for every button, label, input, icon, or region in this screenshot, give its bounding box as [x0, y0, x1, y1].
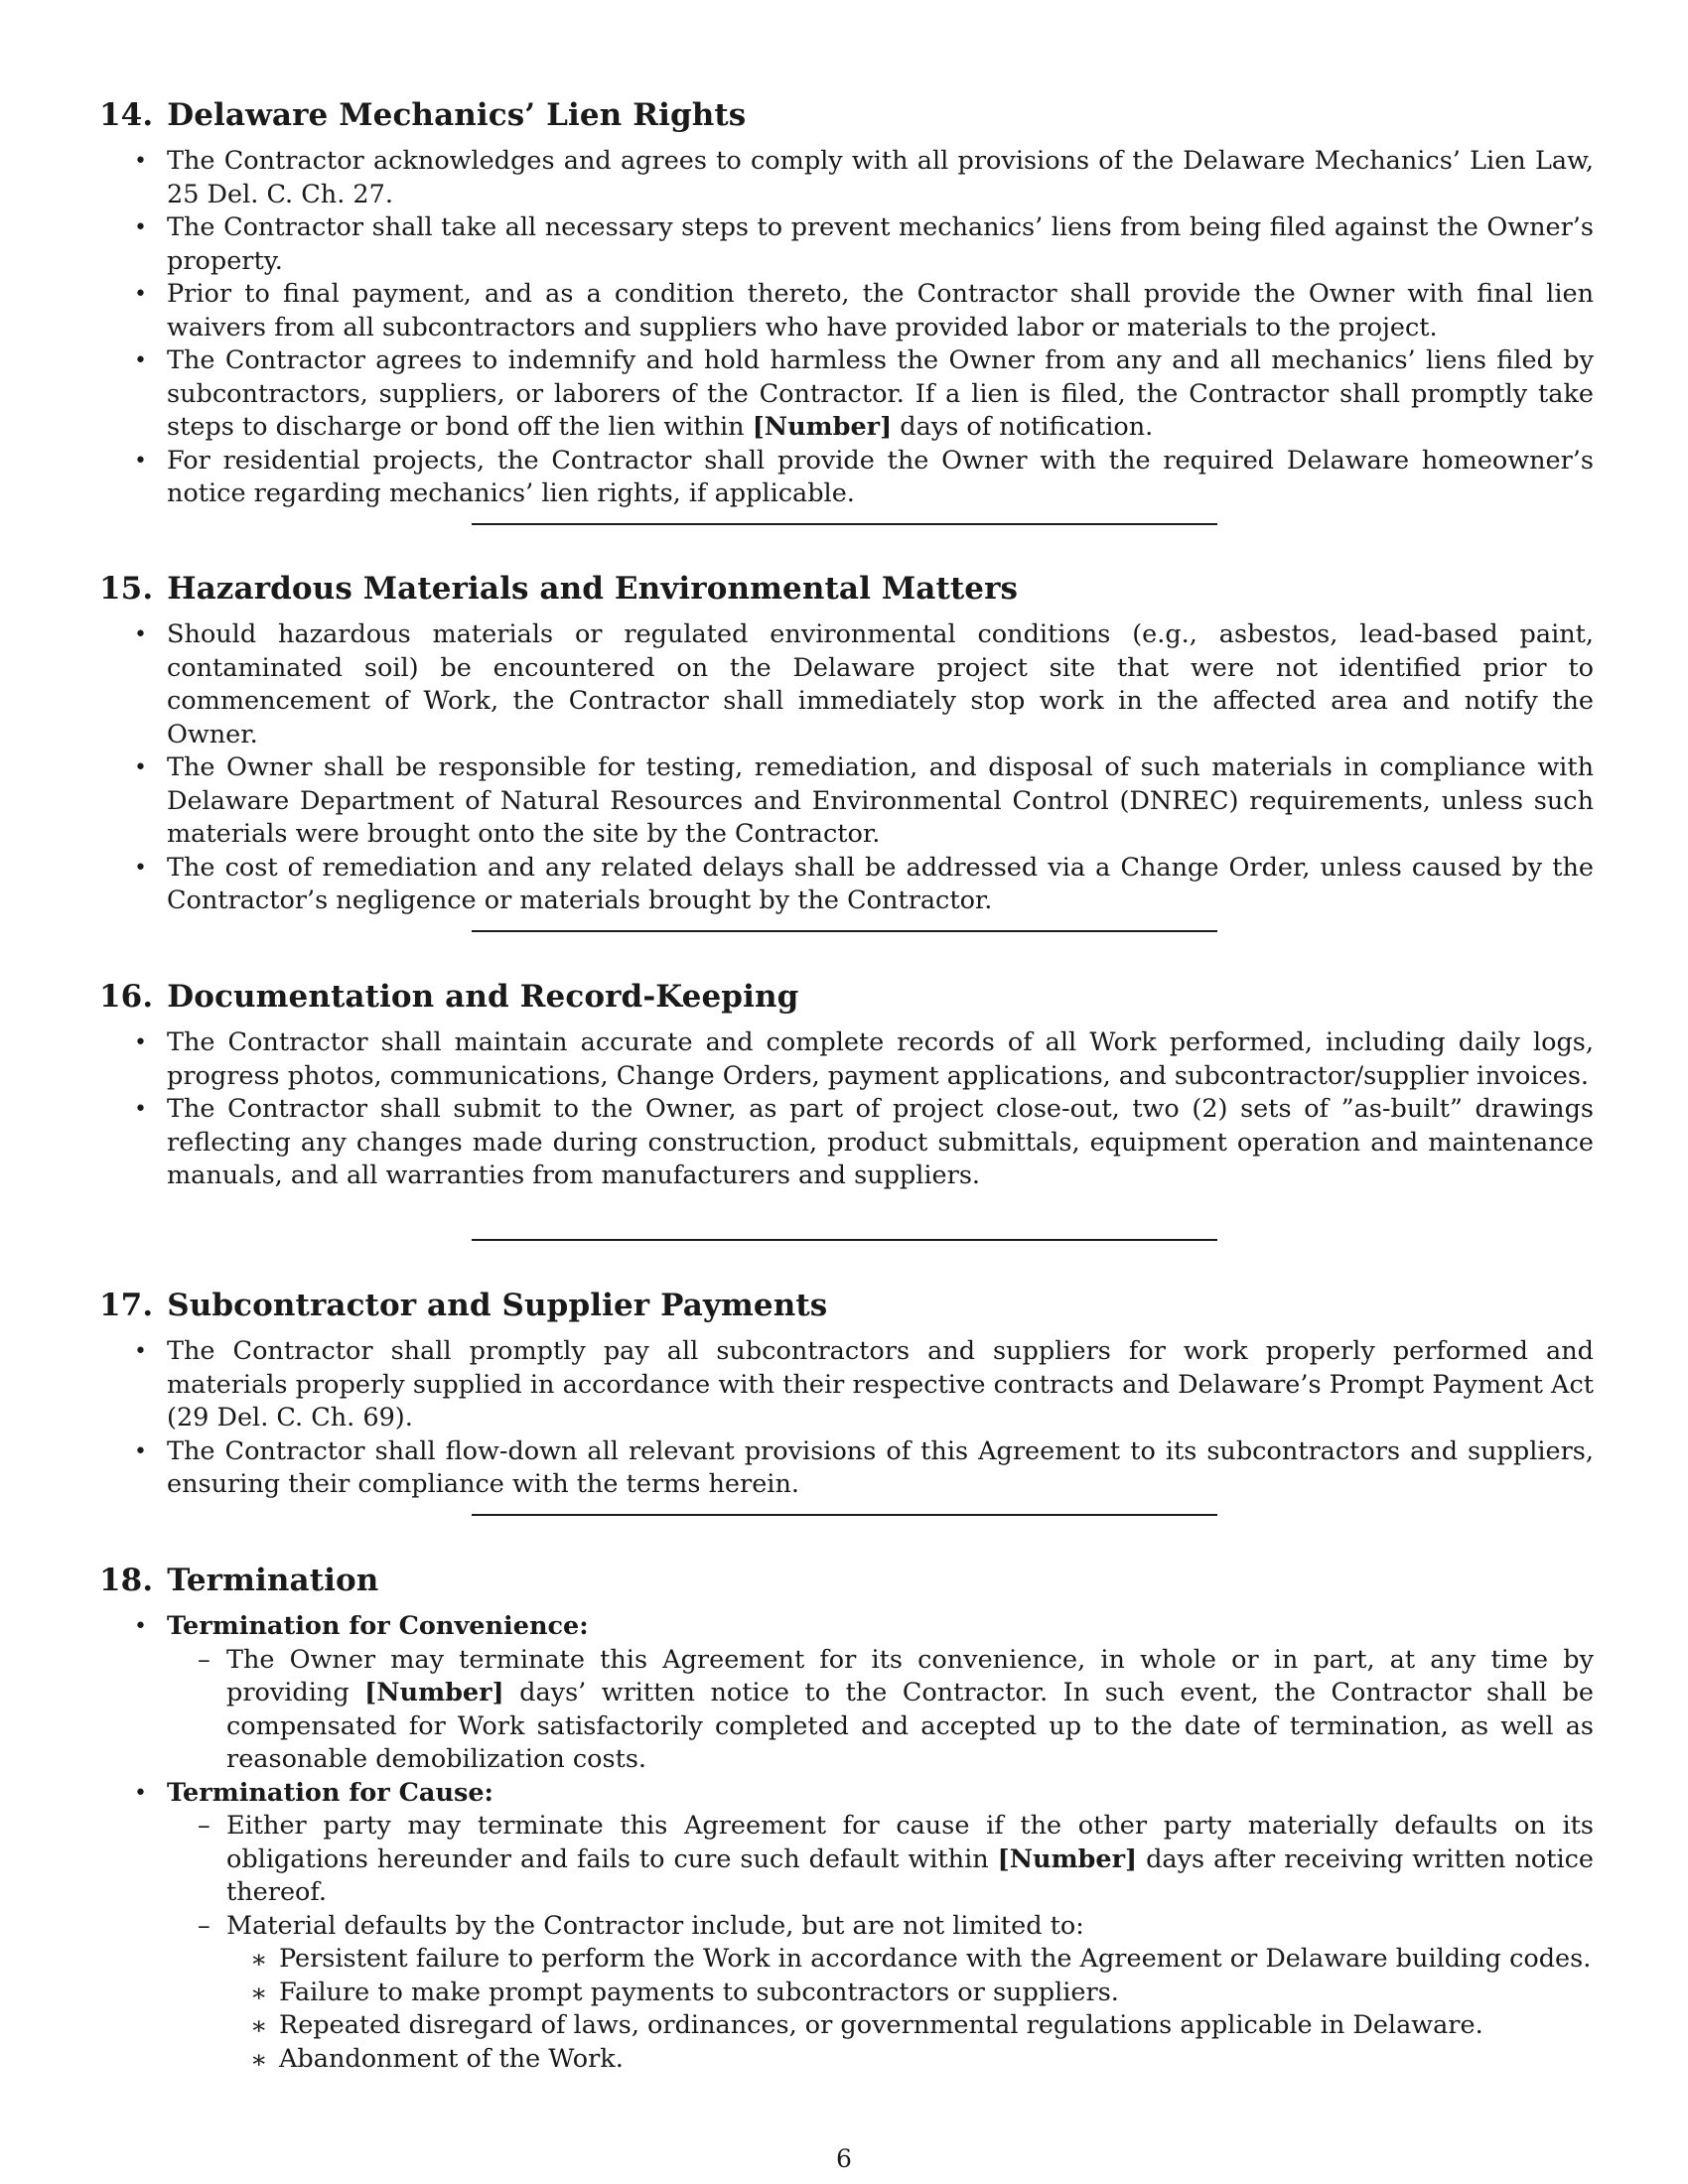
page-number: 6 [836, 2144, 852, 2173]
section-number: 16. [99, 979, 154, 1015]
bullet-icon: • [134, 1780, 147, 1806]
list-item-text: The Contractor agrees to indemnify and hold harmless the Owner from any and all mechanics’ liens filed by subcontractors, suppliers, or laborers of the Contractor. If a lien is filed, the Contractor shall promptly take steps to discharge or bond off the lien within [167, 345, 1594, 442]
list-item-text: The Contractor shall take all necessary steps to prevent mechanics’ liens from being filed against the Owner’s property. [167, 212, 1594, 276]
section-16 [99, 977, 1594, 1193]
bullet-icon: • [134, 215, 147, 240]
list-item-termination-cause [99, 1777, 1594, 2077]
placeholder-number: [Number] [752, 412, 893, 442]
list-item [99, 618, 1594, 751]
list-item [99, 751, 1594, 852]
list-item [99, 278, 1594, 344]
list-item-text: The Contractor shall maintain accurate and complete records of all Work performed, including daily logs, progress photos, communications, Change Orders, payment applications, and subcontractor/supplier invoices. [167, 1027, 1594, 1091]
bullet-icon: • [134, 1030, 147, 1055]
bullet-list [99, 1335, 1594, 1502]
section-heading [99, 977, 1594, 1017]
dash-list [167, 1810, 1594, 2076]
section-number: 14. [99, 97, 154, 133]
list-item [226, 1977, 1594, 2010]
list-item [167, 1810, 1594, 1910]
asterisk-list [226, 1943, 1594, 2076]
list-item [167, 1644, 1594, 1777]
list-item [99, 1435, 1594, 1502]
list-item-text: Repeated disregard of laws, ordinances, or governmental regulations applicable in Delaware. [279, 2010, 1483, 2040]
list-item-text: The Contractor shall promptly pay all subcontractors and suppliers for work properly performed and materials properly supplied in accordance with their respective contracts and Delaware’s Prompt Payment Act (29 Del. C. Ch. 69). [167, 1336, 1594, 1433]
asterisk-icon: ∗ [250, 2044, 268, 2075]
list-item-text: The cost of remediation and any related delays shall be addressed via a Change Order, unless caused by the Contractor’s negligence or materials brought by the Contractor. [167, 852, 1594, 915]
list-item-text: For residential projects, the Contractor shall provide the Owner with the required Delaware homeowner’s notice regarding mechanics’ lien rights, if applicable. [167, 445, 1594, 508]
dash-icon: – [198, 1811, 211, 1841]
bullet-icon: • [134, 149, 147, 174]
placeholder-number: [Number] [997, 1843, 1138, 1874]
list-item [99, 344, 1594, 445]
bullet-list [99, 145, 1594, 511]
list-item-text: Persistent failure to perform the Work in accordance with the Agreement or Delaware building codes. [279, 1944, 1592, 1974]
list-item [226, 2043, 1594, 2077]
section-divider [472, 523, 1217, 525]
list-item [99, 445, 1594, 511]
section-number: 17. [99, 1288, 154, 1323]
section-divider [472, 1239, 1217, 1241]
section-title: Hazardous Materials and Environmental Matters [167, 571, 1019, 607]
list-item [99, 852, 1594, 918]
bullet-icon: • [134, 1097, 147, 1122]
bullet-icon: • [134, 855, 147, 881]
section-divider [472, 930, 1217, 932]
section-title: Documentation and Record-Keeping [167, 979, 799, 1015]
bullet-icon: • [134, 1614, 147, 1639]
section-number: 15. [99, 571, 154, 607]
dash-icon: – [198, 1644, 211, 1675]
list-item-termination-convenience [99, 1610, 1594, 1777]
bullet-icon: • [134, 1438, 147, 1464]
bullet-list [99, 1610, 1594, 2076]
list-item-text: The Contractor shall submit to the Owner, as part of project close-out, two (2) sets of ”as-built” drawings reflecting any changes made during construction, product submittals, equipment operation and maintenance manuals, and all warranties from manufacturers and suppliers. [167, 1094, 1594, 1190]
bullet-icon: • [134, 448, 147, 474]
list-item [99, 211, 1594, 278]
section-15 [99, 569, 1594, 918]
list-item [167, 1910, 1594, 2077]
bullet-list [99, 618, 1594, 918]
bullet-icon: • [134, 348, 147, 373]
subheading: Termination for Cause: [167, 1777, 493, 1808]
section-heading [99, 569, 1594, 609]
bullet-icon: • [134, 755, 147, 780]
section-17 [99, 1286, 1594, 1502]
list-item [99, 1093, 1594, 1193]
section-title: Delaware Mechanics’ Lien Rights [167, 97, 747, 133]
dash-list [167, 1644, 1594, 1777]
list-item-text: days after receiving written notice thereof. [226, 1843, 1594, 1907]
list-item-text: Should hazardous materials or regulated environmental conditions (e.g., asbestos, lead-based paint, contaminated soil) be encountered on the Delaware project site that were not identified prior to commencement of Work, the Contractor shall immediately stop work in the affected area and notify the Owner. [167, 619, 1594, 750]
section-14 [99, 95, 1594, 511]
list-item-text: days of notification. [892, 412, 1154, 442]
section-heading [99, 1561, 1594, 1600]
list-item [99, 1335, 1594, 1435]
subheading: Termination for Convenience: [167, 1611, 589, 1641]
list-item-text: Prior to final payment, and as a condition thereto, the Contractor shall provide the Owner with final lien waivers from all subcontractors and suppliers who have provided labor or materials to the project. [167, 279, 1594, 342]
section-number: 18. [99, 1563, 154, 1598]
list-item [226, 1943, 1594, 1977]
asterisk-icon: ∗ [250, 2011, 268, 2041]
list-item-text: The Contractor shall flow-down all relevant provisions of this Agreement to its subcontractors and suppliers, ensuring their compliance with the terms herein. [167, 1435, 1594, 1499]
placeholder-number: [Number] [364, 1678, 504, 1707]
list-item-text: The Owner shall be responsible for testing, remediation, and disposal of such materials in compliance with Delaware Department of Natural Resources and Environmental Control (DNREC) requirements, unless such materials were brought onto the site by the Contractor. [167, 752, 1594, 849]
list-item [99, 145, 1594, 211]
asterisk-icon: ∗ [250, 1945, 268, 1975]
list-item-text: Failure to make prompt payments to subcontractors or suppliers. [279, 1977, 1119, 2007]
section-18 [99, 1561, 1594, 2076]
list-item [226, 2009, 1594, 2043]
bullet-icon: • [134, 282, 147, 307]
section-heading [99, 1286, 1594, 1325]
asterisk-icon: ∗ [250, 1978, 268, 2008]
list-item-text: The Owner may terminate this Agreement for its convenience, in whole or in part, at any time by providing [226, 1644, 1594, 1707]
dash-icon: – [198, 1910, 211, 1941]
list-item-text: Abandonment of the Work. [279, 2043, 624, 2074]
section-heading [99, 95, 1594, 135]
bullet-icon: • [134, 622, 147, 647]
bullet-list [99, 1026, 1594, 1193]
list-item-text: Either party may terminate this Agreement for cause if the other party materially defaults on its obligations hereunder and fails to cure such default within [226, 1811, 1594, 1874]
list-item-text: days’ written notice to the Contractor. In such event, the Contractor shall be compensated for Work satisfactorily completed and accepted up to the date of termination, as well as reasonable demobilization costs. [226, 1678, 1594, 1774]
section-divider [472, 1514, 1217, 1516]
list-item-text: The Contractor acknowledges and agrees to comply with all provisions of the Delaware Mechanics’ Lien Law, 25 Del. C. Ch. 27. [167, 146, 1594, 209]
list-item-text: Material defaults by the Contractor include, but are not limited to: [226, 1910, 1084, 1941]
section-title: Subcontractor and Supplier Payments [167, 1288, 828, 1323]
bullet-icon: • [134, 1339, 147, 1364]
section-title: Termination [167, 1563, 379, 1598]
list-item [99, 1026, 1594, 1093]
